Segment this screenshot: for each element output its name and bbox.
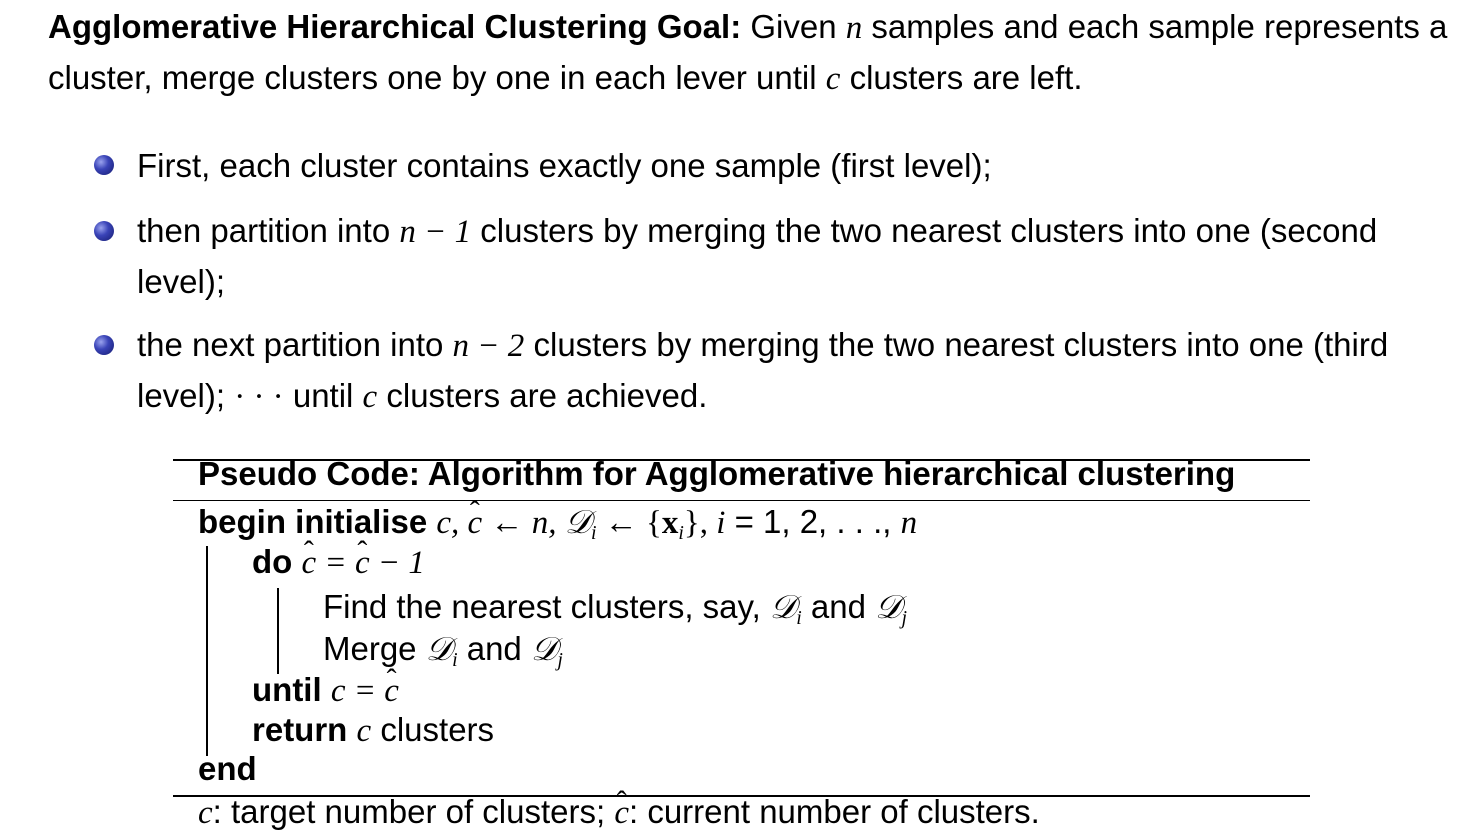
intro-text-3: clusters are left. xyxy=(840,59,1083,96)
bullet-3-math: n − 2 xyxy=(452,328,525,364)
begin-var-chat: ˆ c xyxy=(468,505,483,542)
bullet-item-3 xyxy=(137,320,1427,422)
until-var-chat: ˆ c xyxy=(384,673,399,710)
bullet-3-text-c: until xyxy=(283,377,363,414)
intro-heading: Agglomerative Hierarchical Clustering Goal: xyxy=(48,8,742,45)
begin-var-c: c, xyxy=(436,505,468,541)
merge-var-Dj: 𝒟 xyxy=(530,629,558,668)
algorithm-find-line xyxy=(323,587,907,630)
until-keyword: until xyxy=(252,671,322,708)
merge-and: and xyxy=(457,630,531,667)
merge-sub-i: i xyxy=(452,648,458,671)
begin-sub-i-2: i xyxy=(678,521,684,544)
bullet-item-1: First, each cluster contains exactly one sample (first level); xyxy=(137,147,992,184)
bullet-item-2 xyxy=(137,206,1427,306)
find-and: and xyxy=(801,588,876,625)
do-keyword: do xyxy=(252,543,293,580)
begin-keyword: begin initialise xyxy=(198,503,428,540)
algorithm-footnote xyxy=(198,793,1040,832)
begin-brace-close: }, xyxy=(683,505,717,541)
begin-brace-open: ← { xyxy=(596,505,662,541)
intro-paragraph xyxy=(48,2,1448,104)
find-sub-j: j xyxy=(901,606,908,629)
bullet-icon xyxy=(94,335,114,355)
do-minus-one: − 1 xyxy=(369,545,425,581)
bullet-3-dots: · · · xyxy=(234,379,284,415)
begin-var-i: i xyxy=(716,505,726,541)
algorithm-return-line xyxy=(252,711,494,750)
begin-block-bar xyxy=(206,546,208,756)
do-block-bar xyxy=(277,588,279,674)
find-var-Di: 𝒟 xyxy=(769,587,797,626)
begin-range: = 1, 2, . . ., xyxy=(725,503,901,540)
intro-text-1: Given xyxy=(741,8,846,45)
footnote-var-chat: ˆ c xyxy=(614,795,629,832)
do-var-chat: ˆ c xyxy=(302,545,317,582)
intro-var-n: n xyxy=(845,10,863,46)
algorithm-title: Pseudo Code: Algorithm for Agglomerative hierarchical clustering xyxy=(198,455,1236,492)
algorithm-title-rule xyxy=(173,500,1310,501)
until-condition: c = xyxy=(330,673,385,709)
merge-sub-j: j xyxy=(557,648,563,671)
return-text: clusters xyxy=(371,711,495,748)
end-keyword: end xyxy=(198,750,257,787)
find-sub-i: i xyxy=(796,606,802,629)
bullet-3-text-a: the next partition into xyxy=(137,326,453,363)
merge-text: Merge xyxy=(323,630,426,667)
do-var-chat-2: ˆ c xyxy=(355,545,370,582)
merge-var-Di: 𝒟 xyxy=(425,629,453,668)
bullet-3-text-d: clusters are achieved. xyxy=(377,377,708,414)
footnote-text-1: : target number of clusters; xyxy=(212,793,615,830)
footnote-text-2: : current number of clusters. xyxy=(628,793,1040,830)
find-text: Find the nearest clusters, say, xyxy=(323,588,770,625)
return-keyword: return xyxy=(252,711,348,748)
bullet-icon xyxy=(94,221,114,241)
begin-var-x: x xyxy=(661,505,679,541)
bullet-2-text-b: clusters by merging the two nearest clusters into one (second level); xyxy=(137,212,1378,300)
intro-var-c: c xyxy=(825,61,841,97)
algorithm-do-line xyxy=(252,543,425,582)
find-var-Dj: 𝒟 xyxy=(875,587,902,626)
return-var-c: c xyxy=(356,713,372,749)
bullet-3-var-c: c xyxy=(362,379,378,415)
do-equals: = xyxy=(316,545,355,581)
algorithm-until-line xyxy=(252,671,399,710)
intro-text-2: samples and each sample represents a cluster, merge clusters one by one in each lever until xyxy=(48,8,1448,96)
bullet-3-text-b: clusters by merging the two nearest clusters into one (third level); xyxy=(137,326,1389,414)
begin-var-n: n xyxy=(900,505,918,541)
footnote-var-c: c xyxy=(198,795,213,831)
bullet-2-math: n − 1 xyxy=(399,214,472,250)
bullet-2-text-a: then partition into xyxy=(137,212,400,249)
begin-assign-n: ← n, xyxy=(482,505,565,541)
begin-sub-i: i xyxy=(591,521,597,544)
bullet-icon xyxy=(94,155,114,175)
begin-var-D: 𝒟 xyxy=(564,502,592,541)
algorithm-merge-line xyxy=(323,629,563,672)
